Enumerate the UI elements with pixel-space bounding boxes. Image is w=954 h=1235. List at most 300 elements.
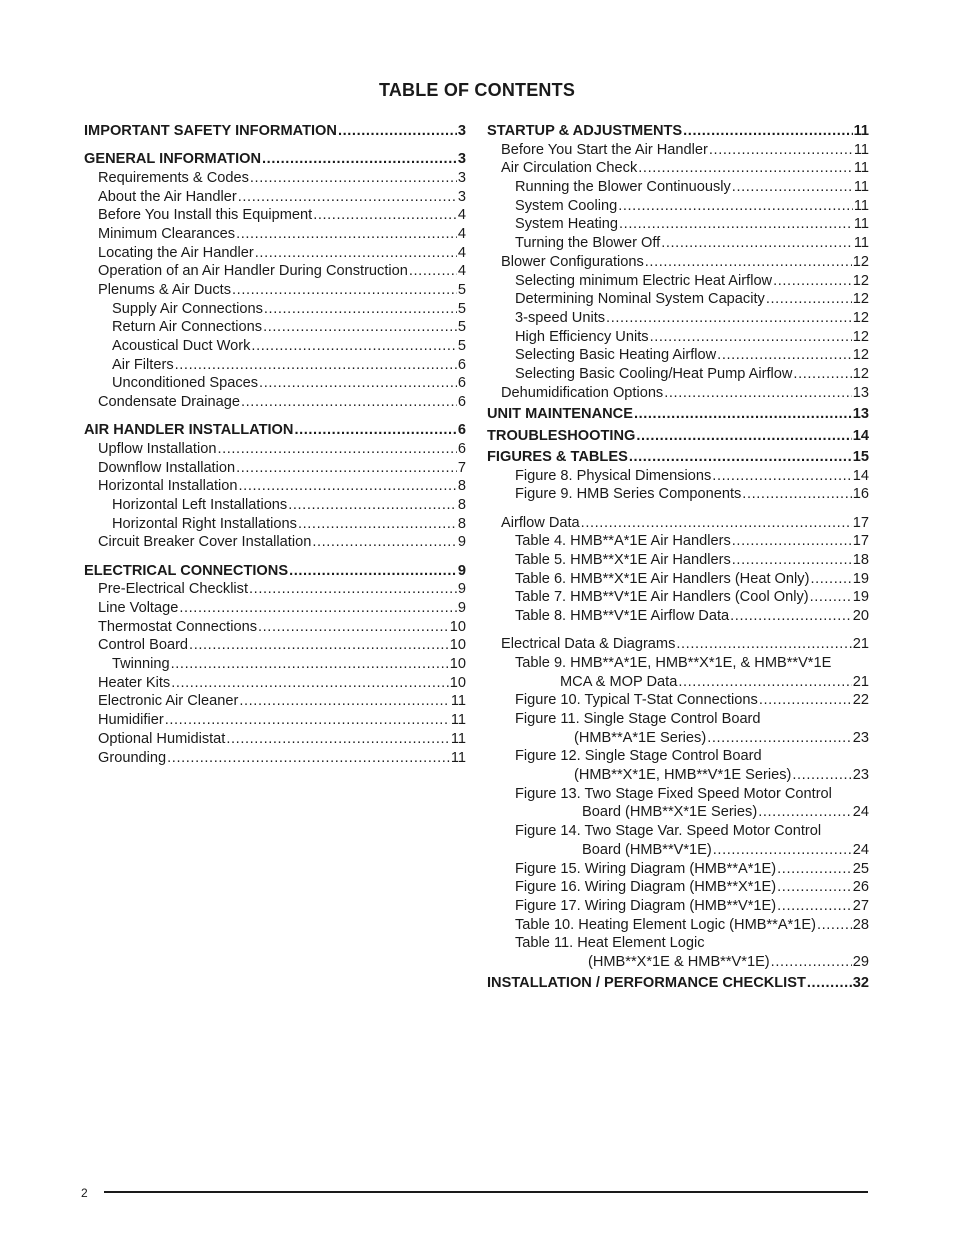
toc-entry-title: Figure 14. Two Stage Var. Speed Motor Control [515,823,822,840]
toc-entry-title: GENERAL INFORMATION [84,151,262,168]
dot-leader [634,405,852,424]
toc-entry-page: 14 [852,427,869,444]
toc-entry-page: 5 [457,319,466,336]
toc-entry [487,141,869,160]
toc-entry [487,607,869,626]
toc-entry-page: 5 [457,300,466,317]
toc-entry-title: Condensate Drainage [98,394,240,411]
toc-entry-page: 4 [457,225,466,242]
toc-entry [84,730,466,749]
toc-entry [487,485,869,504]
dot-leader [171,655,449,674]
toc-entry [487,272,869,291]
toc-entry-page: 10 [449,618,466,635]
dot-leader [251,337,456,356]
toc-entry-page: 3 [457,188,466,205]
dot-leader [179,599,457,618]
dot-leader [717,346,852,365]
toc-entry-page: 12 [852,291,869,308]
dot-leader [650,328,852,347]
dot-leader [766,290,852,309]
dot-leader [171,674,449,693]
dot-leader [618,197,853,216]
dot-leader [298,515,457,534]
toc-entry-page: 8 [457,497,466,514]
dot-leader [712,467,851,486]
toc-entry-page: 6 [457,441,466,457]
toc-entry [487,673,869,692]
toc-entry-page: 25 [852,860,869,877]
dot-leader [793,365,851,384]
toc-entry-title: Determining Nominal System Capacity [515,291,765,308]
toc-entry [84,440,466,459]
dot-leader [239,477,457,496]
toc-entry-title: UNIT MAINTENANCE [487,406,633,423]
toc-entry-title: Upflow Installation [98,441,217,457]
dot-leader [777,897,852,916]
toc-entry [84,655,466,674]
toc-entry-title: Plenums & Air Ducts [98,282,232,298]
toc-entry-title: Blower Configurations [501,253,644,270]
toc-entry-page: 8 [457,478,466,495]
toc-entry-title: (HMB**X*1E & HMB**V*1E) [588,953,770,970]
toc-entry [487,803,869,822]
toc-entry [84,711,466,730]
toc-entry-title: Board (HMB**V*1E) [582,841,712,858]
dot-leader [742,485,851,504]
footer-rule [104,1191,868,1193]
toc-entry-title: 3-speed Units [515,309,606,326]
toc-entry [84,393,466,412]
toc-entry-title: Operation of an Air Handler During Construction [98,263,408,280]
toc-entry-title: High Efficiency Units [515,328,649,345]
toc-entry-title: Pre-Electrical Checklist [98,581,249,598]
toc-entry-page: 11 [450,749,466,766]
toc-entry-page: 3 [457,151,466,168]
dot-leader [732,532,852,551]
toc-entry-title: Line Voltage [98,600,179,616]
dot-leader [288,496,457,515]
toc-entry [487,841,869,860]
toc-entry-title: Table 9. HMB**A*1E, HMB**X*1E, & HMB**V*1E [515,654,832,671]
toc-entry [487,532,869,551]
dot-leader [263,318,457,337]
toc-entry-title: Supply Air Connections [112,300,263,317]
toc-entry-title: Control Board [98,637,189,654]
dot-leader [409,262,457,281]
toc-section-entry [487,427,869,446]
dot-leader [664,384,852,403]
dot-leader [713,841,852,860]
toc-entry-page: 10 [449,674,466,691]
dot-leader [189,636,449,655]
dot-leader [165,711,450,730]
toc-entry-page: 10 [449,637,466,654]
toc-entry-title: FIGURES & TABLES [487,449,628,466]
dot-leader [312,533,457,552]
toc-section-entry [84,150,466,169]
toc-entry-page: 12 [852,309,869,326]
toc-entry-page: 21 [852,673,869,690]
toc-entry-page: 5 [457,338,466,355]
toc-entry-page: 3 [457,123,466,139]
toc-entry-page: 11 [853,235,869,252]
toc-entry [487,514,869,533]
toc-entry [84,477,466,496]
dot-leader [294,421,456,440]
dot-leader [732,551,852,570]
dot-leader [226,730,449,749]
toc-entry [487,635,869,654]
toc-entry-page: 15 [852,449,869,466]
dot-leader [232,281,457,300]
toc-entry [487,729,869,748]
toc-entry-title: About the Air Handler [98,188,237,205]
toc-entry-page: 5 [457,282,466,298]
toc-entry [84,281,466,300]
toc-entry [487,953,869,972]
toc-entry [84,262,466,281]
toc-entry-title: Horizontal Right Installations [112,515,297,532]
toc-entry-page: 24 [852,804,869,821]
toc-entry [487,197,869,216]
toc-entry-title: Turning the Blower Off [515,235,661,252]
toc-entry-title: Selecting Basic Cooling/Heat Pump Airflow [515,365,793,382]
toc-entry [487,346,869,365]
dot-leader [638,159,853,178]
toc-entry-page: 11 [853,179,869,196]
toc-entry-page: 6 [457,422,466,439]
dot-leader [676,635,851,654]
dot-leader [636,427,851,446]
toc-entry [84,337,466,356]
toc-entry-page: 12 [852,272,869,289]
toc-entry [84,515,466,534]
toc-entry-title: Table 7. HMB**V*1E Air Handlers (Cool Only) [515,589,809,606]
toc-entry-title: Downflow Installation [98,459,236,476]
toc-entry [84,674,466,693]
dot-leader [175,356,457,375]
toc-section-entry [487,122,869,141]
toc-entry-page: 4 [457,244,466,261]
toc-entry [84,206,466,225]
toc-entry-page: 4 [457,207,466,224]
toc-entry-page: 32 [852,975,869,992]
toc-entry-page: 8 [457,515,466,532]
toc-entry-page: 23 [852,729,869,746]
dot-leader [241,393,457,412]
toc-entry-page: 10 [449,656,466,673]
toc-entry-page: 11 [853,141,869,158]
toc-entry-title: Selecting Basic Heating Airflow [515,347,717,364]
toc-entry [487,654,869,673]
toc-entry [487,309,869,328]
toc-entry-title: Figure 10. Typical T-Stat Connections [515,692,758,709]
toc-entry-title: Table 11. Heat Element Logic [515,935,705,952]
toc-entry-page: 9 [457,562,466,579]
dot-leader [581,514,852,533]
toc-entry [487,588,869,607]
toc-entry [84,459,466,478]
toc-entry-title: Horizontal Left Installations [112,497,288,514]
toc-entry-page: 9 [457,600,466,616]
toc-entry-page: 22 [852,692,869,709]
toc-entry-title: Optional Humidistat [98,730,226,747]
toc-entry-page: 11 [450,712,466,729]
toc-entry-title: Figure 11. Single Stage Control Board [515,711,761,728]
toc-entry-title: Figure 9. HMB Series Components [515,486,742,503]
toc-entry-page: 20 [852,608,869,625]
toc-entry [84,225,466,244]
toc-entry-title: AIR HANDLER INSTALLATION [84,422,294,439]
toc-entry-title: Locating the Air Handler [98,244,254,261]
toc-entry-page: 6 [457,356,466,373]
dot-leader [217,440,456,459]
toc-entry [487,897,869,916]
toc-entry [84,580,466,599]
toc-entry-title: Minimum Clearances [98,225,236,242]
dot-leader [678,673,851,692]
dot-leader [759,691,852,710]
toc-entry [487,551,869,570]
toc-entry-title: Figure 17. Wiring Diagram (HMB**V*1E) [515,897,777,914]
toc-entry-title: Electrical Data & Diagrams [501,636,676,653]
toc-entry-page: 6 [457,394,466,411]
toc-entry [487,766,869,785]
toc-entry [487,822,869,841]
toc-entry-title: Thermostat Connections [98,618,257,635]
toc-entry-title: Figure 15. Wiring Diagram (HMB**A*1E) [515,860,777,877]
dot-leader [239,692,450,711]
toc-entry-title: TROUBLESHOOTING [487,427,636,444]
toc-entry-title: STARTUP & ADJUSTMENTS [487,123,683,139]
dot-leader [777,878,852,897]
toc-entry-title: Circuit Breaker Cover Installation [98,534,312,551]
toc-entry [84,356,466,375]
toc-entry [487,290,869,309]
toc-entry-page: 28 [852,916,869,933]
toc-entry [487,860,869,879]
dot-leader [250,169,457,188]
toc-entry-page: 9 [457,534,466,551]
toc-entry-page: 13 [852,406,869,423]
toc-entry-title: Before You Start the Air Handler [501,141,708,158]
toc-entry-title: Grounding [98,749,167,766]
toc-entry-page: 11 [853,197,869,214]
dot-leader [238,188,457,207]
dot-leader [758,803,852,822]
toc-entry [84,692,466,711]
dot-leader [249,580,457,599]
toc-entry-title: (HMB**X*1E, HMB**V*1E Series) [574,767,792,784]
toc-entry [84,169,466,188]
toc-entry [487,328,869,347]
dot-leader [264,300,457,319]
toc-entry-page: 21 [852,636,869,653]
toc-entry-page: 9 [457,581,466,598]
toc-section-entry [487,405,869,424]
toc-section-entry [487,448,869,467]
dot-leader [262,150,457,169]
dot-leader [709,141,853,160]
dot-leader [730,607,852,626]
toc-entry-page: 6 [457,375,466,392]
toc-entry [84,599,466,618]
toc-entry-title: IMPORTANT SAFETY INFORMATION [84,123,337,139]
dot-leader [619,215,853,234]
toc-entry [84,188,466,207]
toc-entry [487,467,869,486]
toc-entry-page: 29 [852,953,869,970]
toc-entry-title: Return Air Connections [112,319,263,336]
page-number: 2 [81,1186,88,1200]
toc-entry [487,747,869,766]
toc-entry-title: Acoustical Duct Work [112,338,251,355]
dot-leader [259,374,457,393]
dot-leader [810,570,851,589]
page-title: TABLE OF CONTENTS [378,80,576,100]
toc-entry-title: Air Circulation Check [501,160,638,177]
toc-entry-page: 11 [450,730,466,747]
toc-entry [487,384,869,403]
dot-leader [313,206,457,225]
dot-leader [732,178,853,197]
dot-leader [777,860,852,879]
toc-entry [487,215,869,234]
toc-entry-title: Figure 16. Wiring Diagram (HMB**X*1E) [515,879,777,896]
toc-entry-title: Running the Blower Continuously [515,179,731,196]
toc-entry-page: 17 [852,533,869,550]
toc-entry-title: Unconditioned Spaces [112,375,259,392]
toc-entry-title: Heater Kits [98,674,171,691]
toc-entry-page: 24 [852,841,869,858]
toc-right-column [487,122,869,993]
dot-leader [683,122,852,141]
dot-leader [645,253,852,272]
toc-entry-title: Twinning [112,656,170,673]
toc-entry-page: 4 [457,263,466,280]
toc-entry-page: 11 [853,216,869,233]
toc-entry-page: 18 [852,552,869,569]
dot-leader [771,953,852,972]
toc-entry [487,878,869,897]
toc-entry-title: Table 8. HMB**V*1E Airflow Data [515,608,730,625]
dot-leader [807,974,852,993]
toc-entry-title: Selecting minimum Electric Heat Airflow [515,272,773,289]
toc-entry-title: System Cooling [515,197,618,214]
toc-entry-title: (HMB**A*1E Series) [574,729,707,746]
toc-entry-page: 12 [852,328,869,345]
toc-entry-title: Dehumidification Options [501,384,664,401]
toc-entry-title: Figure 12. Single Stage Control Board [515,748,762,765]
toc-entry-title: System Heating [515,216,619,233]
toc-entry-page: 12 [852,347,869,364]
toc-entry-title: Board (HMB**X*1E Series) [582,804,758,821]
dot-leader [773,272,852,291]
toc-entry-page: 12 [852,253,869,270]
toc-entry-title: Before You Install this Equipment [98,207,313,224]
toc-section-entry [487,974,869,993]
toc-entry-page: 27 [852,897,869,914]
toc-entry [84,636,466,655]
toc-entry-page: 12 [852,365,869,382]
toc-entry-title: Airflow Data [501,514,580,531]
toc-entry-page: 14 [852,467,869,484]
toc-entry [84,749,466,768]
dot-leader [236,225,457,244]
toc-entry-page: 19 [852,570,869,587]
toc-entry-page: 11 [450,693,466,710]
toc-left-column [84,122,466,767]
toc-entry [487,178,869,197]
toc-entry-title: Requirements & Codes [98,169,249,186]
dot-leader [289,562,457,581]
toc-entry-title: ELECTRICAL CONNECTIONS [84,562,289,579]
dot-leader [707,729,852,748]
toc-entry [84,496,466,515]
toc-entry-page: 11 [853,123,869,139]
toc-entry [84,618,466,637]
toc-entry-page: 16 [852,486,869,503]
toc-entry-page: 7 [457,459,466,476]
dot-leader [792,766,851,785]
toc-entry-page: 17 [852,514,869,531]
dot-leader [258,618,449,637]
toc-entry-title: Table 10. Heating Element Logic (HMB**A*1E) [515,916,816,933]
dot-leader [338,122,457,141]
toc-entry-page: 23 [852,767,869,784]
toc-entry-title: Air Filters [112,356,174,373]
toc-entry [84,244,466,263]
dot-leader [255,244,457,263]
dot-leader [810,588,852,607]
dot-leader [817,916,852,935]
dot-leader [167,749,450,768]
toc-entry [84,374,466,393]
toc-section-entry [84,122,466,141]
toc-entry-title: Humidifier [98,712,164,729]
toc-section-entry [84,562,466,581]
toc-entry-page: 3 [457,169,466,186]
toc-entry-page: 26 [852,879,869,896]
toc-entry [487,234,869,253]
toc-entry-title: MCA & MOP Data [560,673,678,690]
toc-entry [487,570,869,589]
toc-entry-page: 11 [853,160,869,177]
toc-entry-title: Table 5. HMB**X*1E Air Handlers [515,552,731,569]
toc-entry-title: Electronic Air Cleaner [98,693,239,710]
toc-entry [487,253,869,272]
toc-entry [487,691,869,710]
dot-leader [236,459,457,478]
toc-entry [487,365,869,384]
toc-entry-title: Figure 8. Physical Dimensions [515,467,712,484]
dot-leader [629,448,852,467]
toc-entry-title: Table 6. HMB**X*1E Air Handlers (Heat Only) [515,570,810,587]
toc-entry-title: Horizontal Installation [98,478,238,495]
toc-entry-title: Figure 13. Two Stage Fixed Speed Motor Control [515,785,832,802]
dot-leader [661,234,853,253]
dot-leader [606,309,852,328]
toc-entry [84,318,466,337]
toc-entry-title: Table 4. HMB**A*1E Air Handlers [515,533,731,550]
toc-entry [487,934,869,953]
toc-entry [487,159,869,178]
toc-entry-title: INSTALLATION / PERFORMANCE CHECKLIST [487,975,806,992]
toc-section-entry [84,421,466,440]
toc-entry [487,785,869,804]
toc-entry-page: 13 [852,384,869,401]
